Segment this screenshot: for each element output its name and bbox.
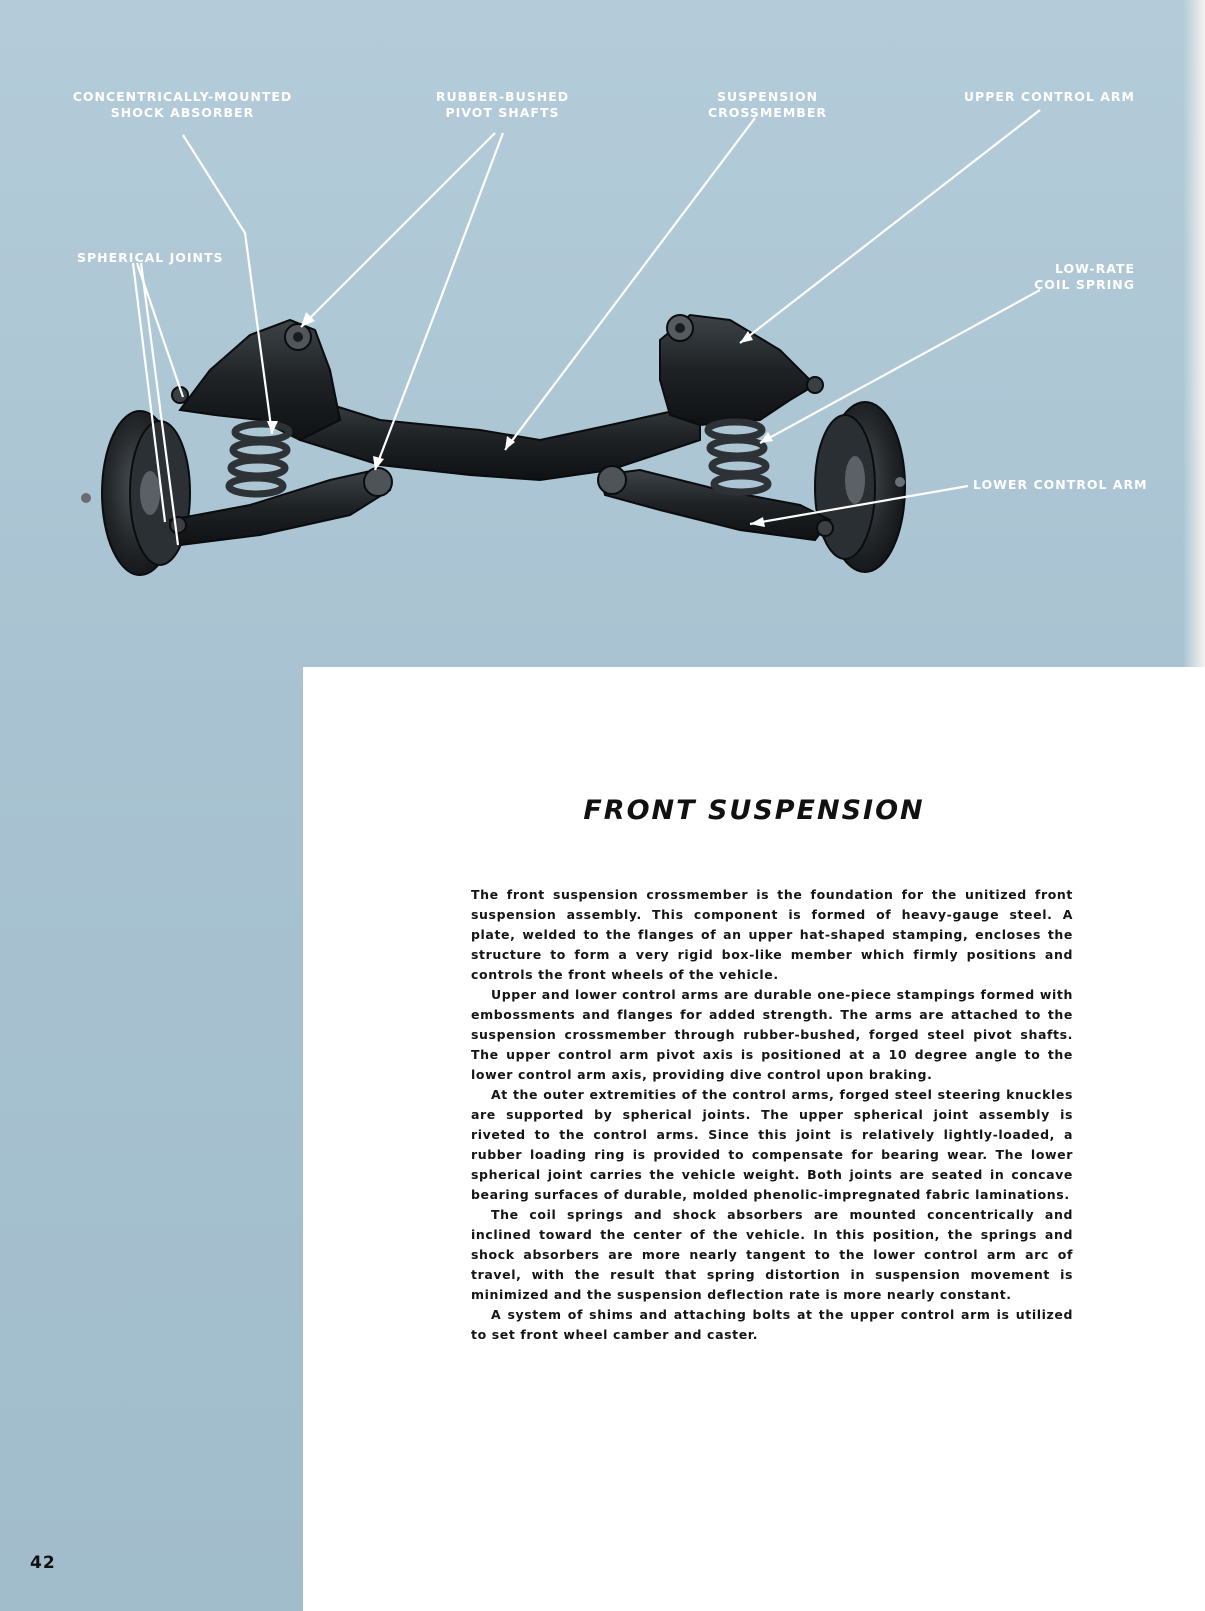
upper-control-arm-callout: UPPER CONTROL ARM bbox=[963, 89, 1135, 104]
paragraph: The front suspension crossmember is the foundation for the unitized front suspension assembly. This component is formed of heavy-gauge steel. A plate, welded to the flanges of an upper hat-shaped stamping, encloses the structure to form a very rigid box-like member which firmly positions and controls the front wheels of the vehicle. bbox=[471, 887, 1073, 982]
left-coil-spring bbox=[229, 424, 289, 494]
paragraph: At the outer extremities of the control arms, forged steel steering knuckles are supported by spherical joints. The upper spherical joint assembly is riveted to the control arms. Since this joint is relatively lightly-loaded, a rubber loading ring is provided to compensate for bearing wear. The lower spherical joint carries the vehicle weight. Both joints are seated in concave bearing surfaces of durable, molded phenolic-impregnated fabric laminations. bbox=[471, 1087, 1073, 1202]
suspension-assembly bbox=[81, 315, 905, 575]
paragraph: The coil springs and shock absorbers are mounted concentrically and inclined toward the center of the vehicle. In this position, the springs and shock absorbers are more nearly tangent to the lower control arm arc of travel, with the result that spring distortion in suspension movement is minimized and the suspension deflection rate is more nearly constant. bbox=[471, 1207, 1073, 1302]
paragraph: A system of shims and attaching bolts at the upper control arm is utilized to set front wheel camber and caster. bbox=[471, 1307, 1073, 1342]
right-brake-drum bbox=[815, 402, 905, 572]
right-coil-spring bbox=[708, 422, 768, 492]
text-panel bbox=[303, 667, 1205, 1611]
body-text bbox=[471, 885, 1073, 1345]
left-brake-drum bbox=[81, 411, 190, 575]
page-number: 42 bbox=[30, 1553, 56, 1573]
pivot-shafts-callout: RUBBER-BUSHED PIVOT SHAFTS bbox=[435, 89, 570, 120]
spherical-joints-callout: SPHERICAL JOINTS bbox=[77, 250, 224, 265]
section-title: FRONT SUSPENSION bbox=[583, 795, 925, 826]
crossmember-callout: SUSPENSION CROSSMEMBER bbox=[708, 89, 827, 120]
shock-absorber-callout: CONCENTRICALLY-MOUNTED SHOCK ABSORBER bbox=[72, 89, 293, 120]
coil-spring-callout: LOW-RATE COIL SPRING bbox=[1034, 261, 1135, 292]
crossmember-shape bbox=[300, 395, 700, 480]
lower-control-arm-callout: LOWER CONTROL ARM bbox=[973, 477, 1148, 492]
paragraph: Upper and lower control arms are durable one-piece stampings formed with embossments and flanges for added strength. The arms are attached to the suspension crossmember through rubber-bushed, forged steel pivot shafts. The upper control arm pivot axis is positioned at a 10 degree angle to the lower control arm axis, providing dive control upon braking. bbox=[471, 987, 1073, 1082]
